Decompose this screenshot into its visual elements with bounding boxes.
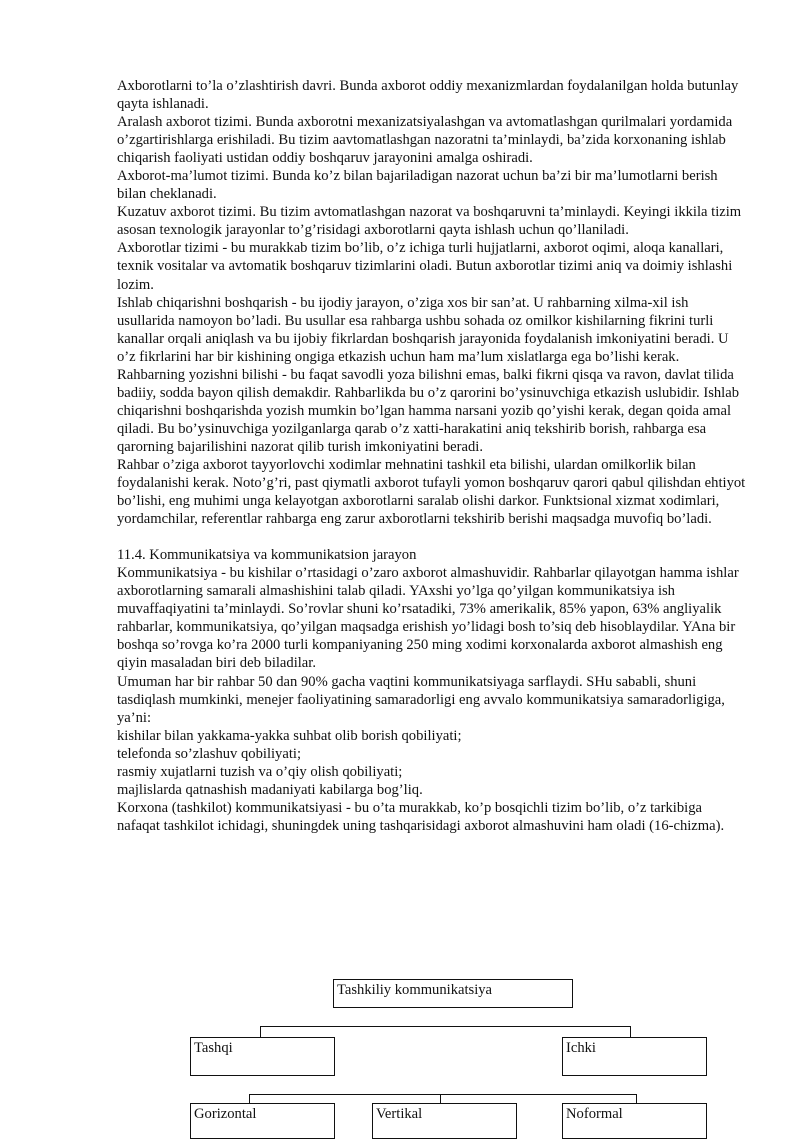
connector-line [249, 1094, 637, 1095]
paragraph: Rahbar o’ziga axborot tayyorlovchi xodimlar mehnatini tashkil eta bilishi, ulardan omilkorlik bilan foydalanishi kerak. Noto’g’ri, past qiymatli axborot tufayli yomon boshqaruv qarori qabul qilishdan ehtiyot bo’lishi, eng muhimi unga kelayotgan axborotlarni saralab olishi darkor. Funktsional xizmat xodimlari, yordamchilar, referentlar rahbarga eng zarur axborotlarni tekshirib berishi maqsadga muvofiq bo’ladi. [117, 456, 746, 528]
diagram-root-label: Tashkiliy kommunikatsiya [337, 982, 493, 998]
paragraph: Axborot-ma’lumot tizimi. Bunda ko’z bilan bajariladigan nazorat uchun ba’zi bir ma’lumotlarni berish bilan cheklanadi. [117, 168, 718, 203]
paragraph: Axborotlarni to’la o’zlashtirish davri. Bunda axborot oddiy mexanizmlardan foydalanilgan holda butunlay qayta ishlanadi. [117, 78, 739, 113]
list-item: majlislarda qatnashish madaniyati kabilarga bog’liq. [117, 781, 423, 798]
list-item: rasmiy xujatlarni tuzish va o’qiy olish qobiliyati; [117, 763, 403, 780]
list-item: kishilar bilan yakkama-yakka suhbat olib borish qobiliyati; [117, 727, 462, 744]
list-item: telefonda so’zlashuv qobiliyati; [117, 745, 301, 762]
connector-line [260, 1026, 631, 1027]
document-body [117, 77, 747, 835]
diagram-box-label: Vertikal [376, 1106, 423, 1122]
paragraph: Kuzatuv axborot tizimi. Bu tizim avtomatlashgan nazorat va boshqaruvni ta’minlaydi. Keyingi ikkila tizim asosan texnologik jarayonlar to’g’risidagi axborotlarni qayta ishlash uchun qo’llaniladi. [117, 204, 742, 239]
diagram-box-label: Noformal [566, 1106, 623, 1122]
connector-line [636, 1094, 637, 1104]
paragraph: Kommunikatsiya - bu kishilar o’rtasidagi o’zaro axborot almashuvidir. Rahbarlar qilayotgan hamma ishlar axborotlarning samarali almashishini talab qiladi. YAxshi yo’lga qo’yilgan kommunikatsiya ish muvaffaqiyatini ta’minlaydi. So’rovlar shuni ko’rsatadiki, 73% amerikalik, 85% yapon, 63% angliyalik rahbarlar, kommunikatsiya, qo’yilgan maqsadga erishish yo’lidagi bosh to’siq deb hisoblaydilar. YAna bir boshqa so’rovga ko’ra 2000 turli kompaniyaning 250 ming xodimi korxonalarda axborot almashish eng qiyin masaladan biri deb biladilar. [117, 565, 739, 672]
diagram-box-gorizontal [190, 1103, 335, 1139]
diagram-box-tashqi [190, 1037, 335, 1076]
diagram-root-box [333, 979, 573, 1008]
diagram-box-noformal [562, 1103, 707, 1139]
connector-line [630, 1026, 631, 1038]
diagram-box-vertikal [372, 1103, 517, 1139]
paragraph: Rahbarning yozishni bilishi - bu faqat savodli yoza bilishni emas, balki fikrni qisqa va ravon, davlat tilida badiiy, sodda bayon qilish demakdir. Rahbarlikda bu o’z qarorini bo’ysinuvchiga etkazish uslubidir. Ishlab chiqarishni boshqarishda yozish mumkin bo’lgan hamma narsani yozib qo’yishi kerak, degan qoida amal qiladi. Bu bo’ysinuvchiga yozilganlarga qarab o’z xatti-harakatini aniq tekshirib borish, rahbarga esa qarorning bajarilishini nazorat qilib turish imkoniyatini beradi. [117, 366, 740, 455]
diagram-box-label: Ichki [566, 1040, 596, 1056]
connector-line [249, 1094, 250, 1104]
spacer [117, 528, 747, 546]
paragraph: Umuman har bir rahbar 50 dan 90% gacha vaqtini kommunikatsiyaga sarflaydi. SHu sababli, shuni tasdiqlash mumkinki, menejer faoliyatining samaradorligi eng avvalo kommunikatsiya samaradorligiga, ya’ni: [117, 673, 725, 726]
diagram-box-label: Tashqi [194, 1040, 233, 1056]
diagram-box-label: Gorizontal [194, 1106, 257, 1122]
paragraph: Ishlab chiqarishni boshqarish - bu ijodiy jarayon, o’ziga xos bir san’at. U rahbarning xilma-xil ish usullarida namoyon bo’ladi. Bu usullar esa rahbarga ushbu sohada oz omilkor kishilarning fikrini turli kanallar orqali aniqlash va bu ijobiy fikrlardan boshqarish jarayonida foydalanish imkoniyatini beradi. U o’z fikrlarini har bir kishining ongiga etkazish uchun ham ma’lum xislatlarga ega bo’lishi kerak. [117, 294, 729, 365]
connector-line [260, 1026, 261, 1038]
diagram-box-ichki [562, 1037, 707, 1076]
connector-line [440, 1094, 441, 1104]
paragraph: Korxona (tashkilot) kommunikatsiyasi - bu o’ta murakkab, ko’p bosqichli tizim bo’lib, o’z tarkibiga nafaqat tashkilot ichidagi, shuningdek uning tashqarisidagi axborot almashuvini ham oladi (16-chizma). [117, 799, 725, 834]
paragraph: Aralash axborot tizimi. Bunda axborotni mexanizatsiyalashgan va avtomatlashgan qurilmalari yordamida o’zgartirishlarga erishiladi. Bu tizim aavtomatlashgan nazoratni ta’minlaydi, ba’zida korxonaning ishlab chiqarish faoliyati ustidan oddiy boshqaruv jarayonini amalga oshiradi. [117, 114, 733, 167]
paragraph: Axborotlar tizimi - bu murakkab tizim bo’lib, o’z ichiga turli hujjatlarni, axborot oqimi, aloqa kanallari, texnik vositalar va avtomatik boshqaruv tizimlarini oladi. Butun axborotlar tizimi aniq va doimiy ishlashi lozim. [117, 240, 733, 293]
section-heading: 11.4. Kommunikatsiya va kommunikatsion jarayon [117, 547, 417, 564]
